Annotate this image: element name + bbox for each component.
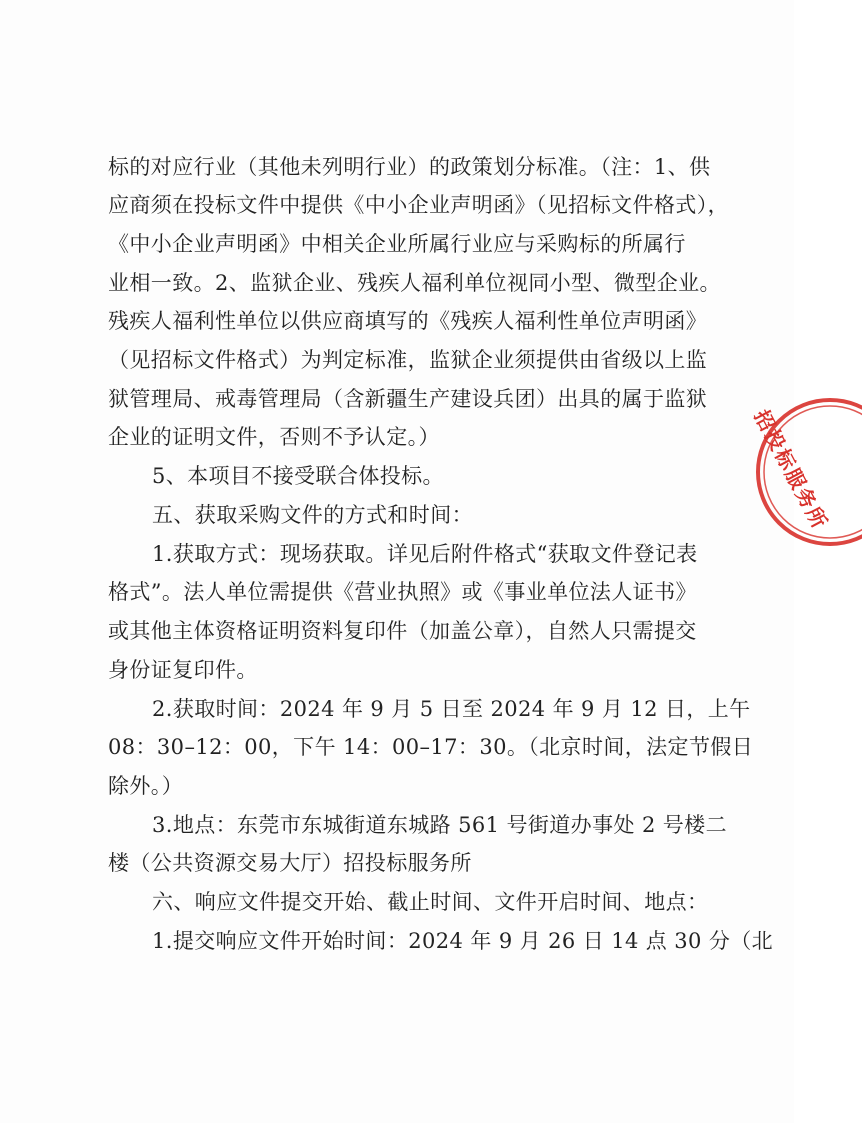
text-line: 格式”。法人单位需提供《营业执照》或《事业单位法人证书》 (108, 580, 697, 604)
text-line: 狱管理局、戒毒管理局（含新疆生产建设兵团）出具的属于监狱 (108, 387, 708, 411)
seal-text: 招投标服务所 (749, 405, 833, 534)
section-heading: 六、响应文件提交开始、截止时间、文件开启时间、地点： (152, 890, 709, 914)
text-line: 1.获取方式：现场获取。详见后附件格式“获取文件登记表 (152, 542, 698, 566)
text-line: 楼（公共资源交易大厅）招投标服务所 (108, 851, 472, 875)
text-line: 身份证复印件。 (108, 658, 258, 682)
text-line: 5、本项目不接受联合体投标。 (152, 464, 444, 488)
section-heading: 五、获取采购文件的方式和时间： (152, 503, 473, 527)
text-line: 1.提交响应文件开始时间：2024 年 9 月 26 日 14 点 30 分（北 (152, 929, 774, 953)
text-line: 残疾人福利性单位以供应商填写的《残疾人福利性单位声明函》 (108, 309, 708, 333)
official-seal (742, 392, 862, 552)
text-line: 3.地点：东莞市东城街道东城路 561 号街道办事处 2 号楼二 (152, 813, 727, 837)
text-line: 08：30–12：00，下午 14：00–17：30。（北京时间，法定节假日 (108, 735, 754, 759)
text-line: 标的对应行业（其他未列明行业）的政策划分标准。（注：1、供 (108, 155, 711, 179)
text-line: 企业的证明文件，否则不予认定。） (108, 425, 440, 449)
text-line: 除外。） (108, 774, 184, 798)
text-line: 业相一致。2、监狱企业、残疾人福利单位视同小型、微型企业。 (108, 271, 721, 295)
text-line: （见招标文件格式）为判定标准，监狱企业须提供由省级以上监 (108, 348, 708, 372)
text-line: 应商须在投标文件中提供《中小企业声明函》（见招标文件格式）， (108, 193, 729, 217)
text-line: 或其他主体资格证明资料复印件（加盖公章），自然人只需提交 (108, 619, 697, 643)
text-line: 《中小企业声明函》中相关企业所属行业应与采购标的所属行 (108, 232, 686, 256)
text-line: 2.获取时间：2024 年 9 月 5 日至 2024 年 9 月 12 日，上午 (152, 697, 751, 721)
